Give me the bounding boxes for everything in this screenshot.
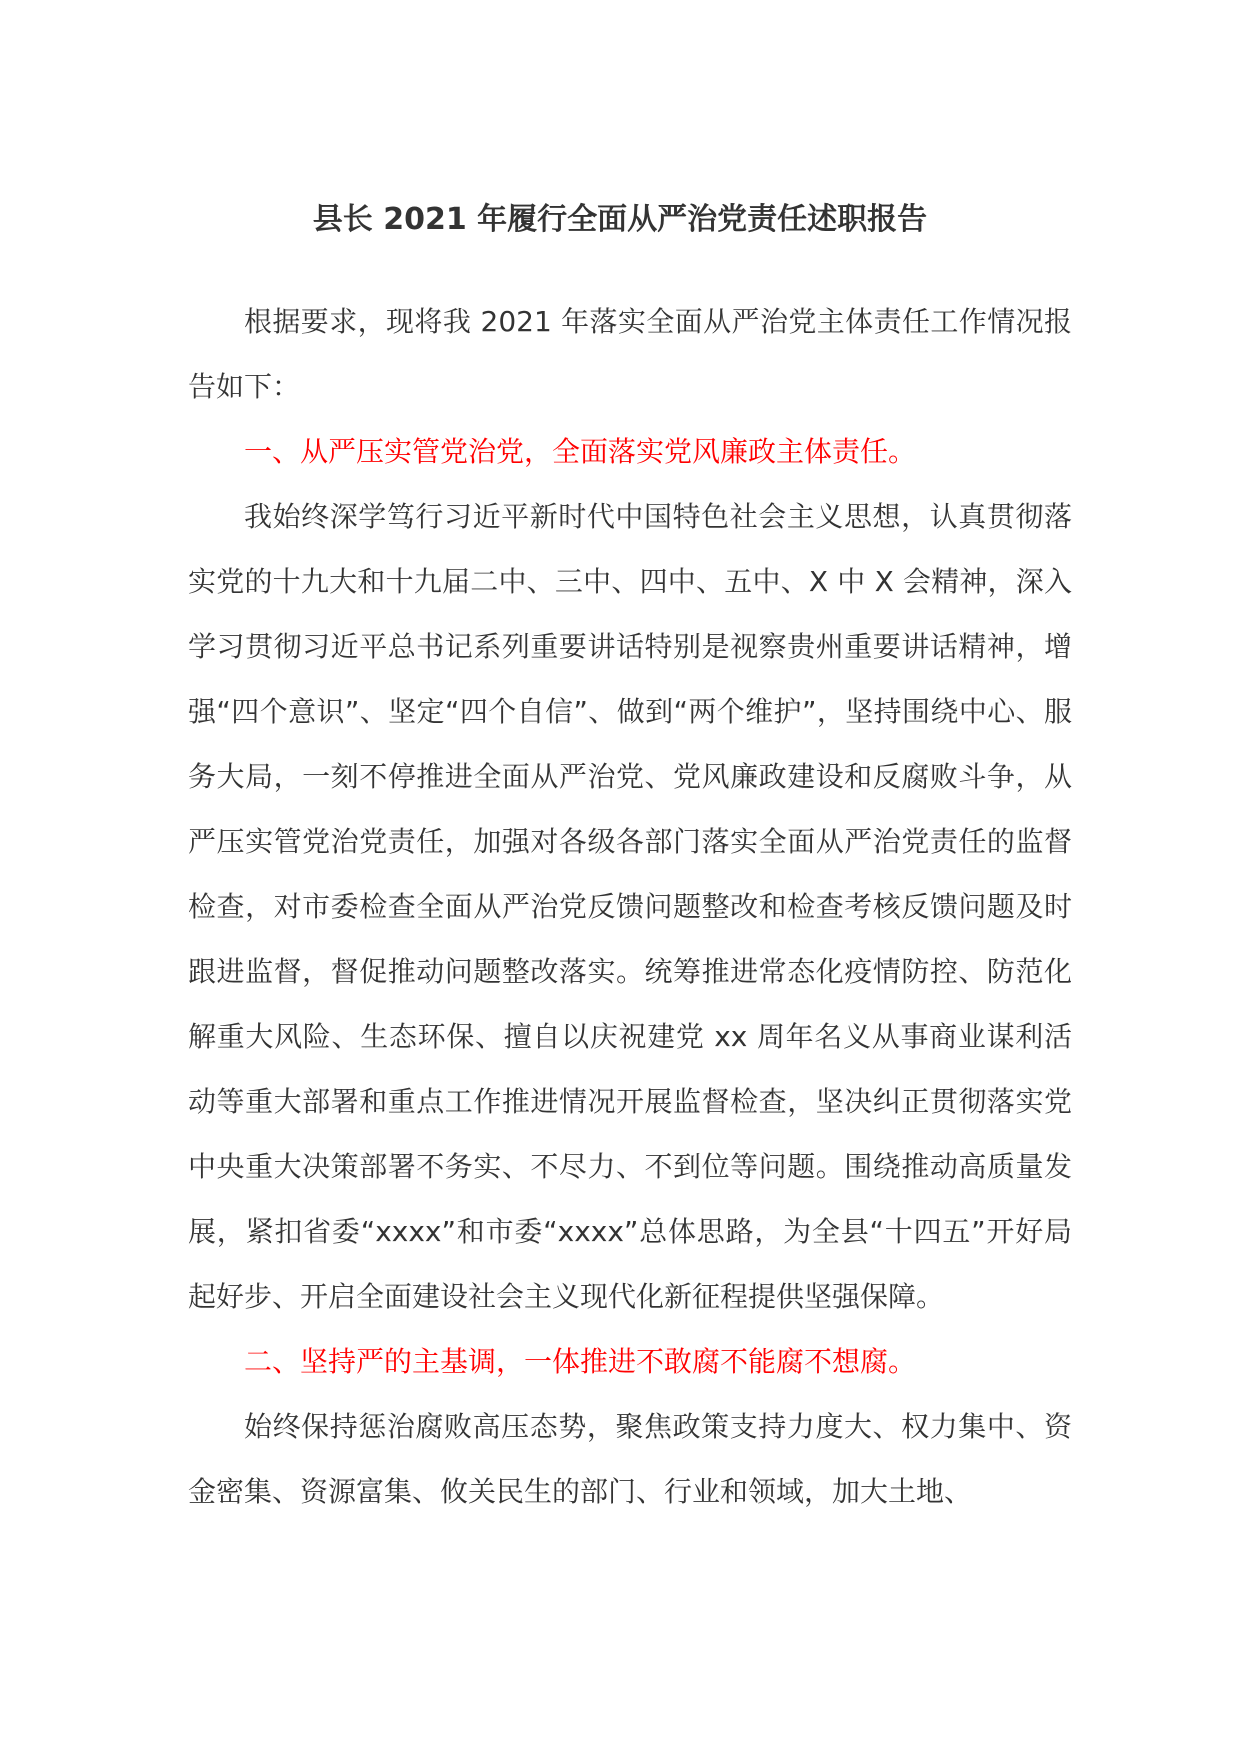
section-heading-2: 二、坚持严的主基调，一体推进不敢腐不能腐不想腐。 — [244, 1345, 917, 1378]
section-2-paragraph: 始终保持惩治腐败高压态势，聚焦政策支持力度大、权力集中、资金密集、资源富集、攸关民生的部门、行业和领域，加大土地、 — [188, 1410, 1072, 1508]
intro-paragraph: 根据要求，现将我 2021 年落实全面从严治党主体责任工作情况报告如下： — [188, 305, 1072, 403]
section-heading-1: 一、从严压实管党治党，全面落实党风廉政主体责任。 — [244, 435, 917, 468]
document-body — [188, 289, 1072, 1524]
document-title: 县长 2021 年履行全面从严治党责任述职报告 — [312, 202, 928, 237]
section-1-paragraph: 我始终深学笃行习近平新时代中国特色社会主义思想，认真贯彻落实党的十九大和十九届二中、三中、四中、五中、X 中 X 会精神，深入学习贯彻习近平总书记系列重要讲话特别是视察贵州重要讲话精神，增强“四个意识”、坚定“四个自信”、做到“两个维护”，坚持围绕中心、服务大局，一刻不停推进全面从严治党、党风廉政建设和反腐败斗争，从严压实管党治党责任，加强对各级各部门落实全面从严治党责任的监督检查，对市委检查全面从严治党反馈问题整改和检查考核反馈问题及时跟进监督，督促推动问题整改落实。统筹推进常态化疫情防控、防范化解重大风险、生态环保、擅自以庆祝建党 xx 周年名义从事商业谋利活动等重大部署和重点工作推进情况开展监督检查，坚决纠正贯彻落实党中央重大决策部署不务实、不尽力、不到位等问题。围绕推动高质量发展，紧扣省委“xxxx”和市委“xxxx”总体思路，为全县“十四五”开好局起好步、开启全面建设社会主义现代化新征程提供坚强保障。 — [188, 500, 1072, 1313]
